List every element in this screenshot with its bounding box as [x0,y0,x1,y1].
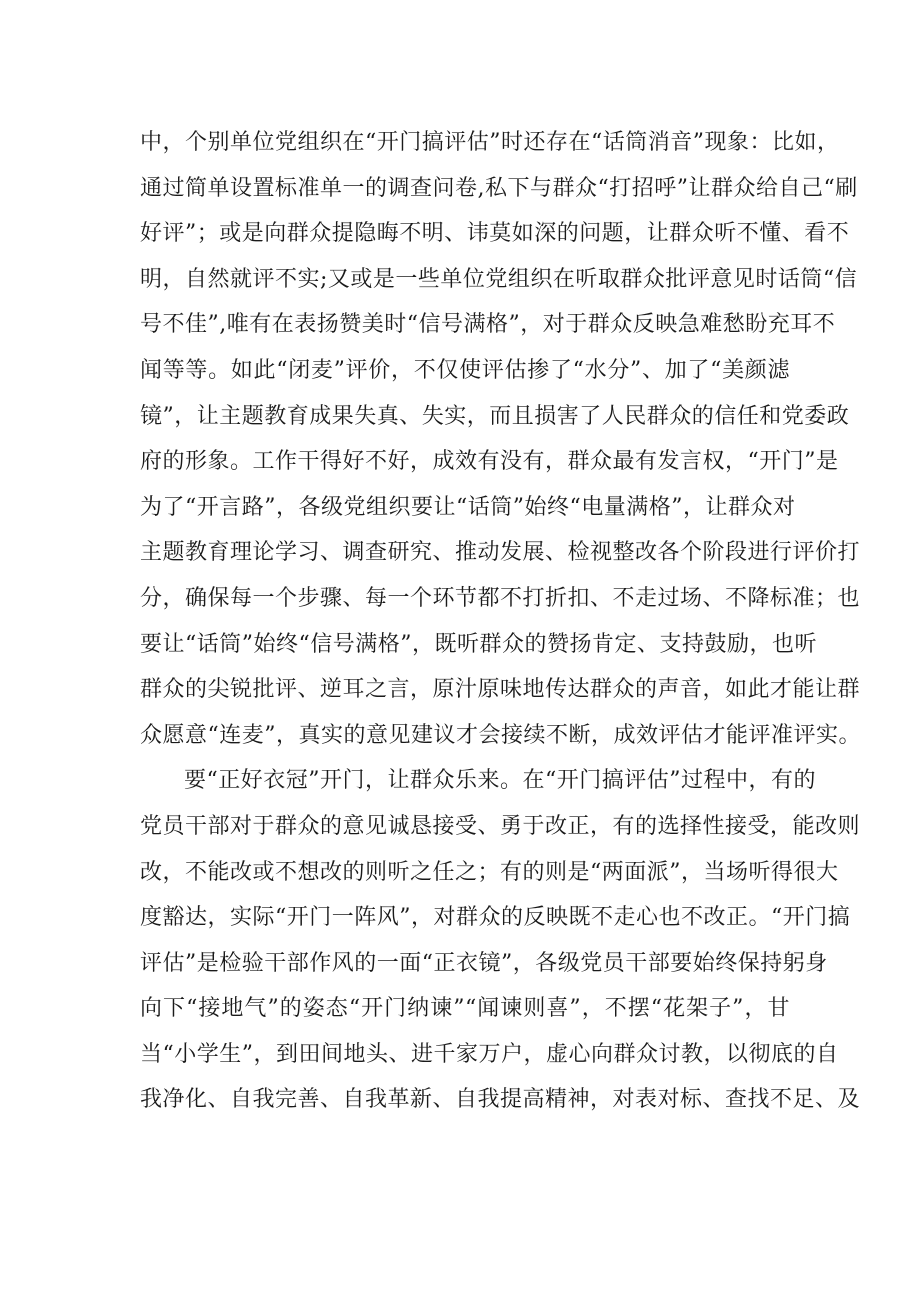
text-line: 为了“开言路”，各级党组织要让“话筒”始终“电量满格”，让群众对 [140,494,796,520]
text-line: 党员干部对于群众的意见诚恳接受、勇于改正，有的选择性接受，能改则 [140,813,861,839]
text-line: 通过简单设置标准单一的调查问卷,私下与群众“打招呼”让群众给自己“刷 [140,175,858,201]
text-line: 改，不能改或不想改的则听之任之；有的则是“两面派”，当场听得很大 [140,859,839,885]
text-line: 好评”；或是向群众提隐晦不明、讳莫如深的问题，让群众听不懂、看不 [140,221,850,247]
text-line: 要让“话筒”始终“信号满格”，既听群众的赞扬肯定、支持鼓励，也听 [140,631,817,657]
text-line: 主题教育理论学习、调查研究、推动发展、检视整改各个阶段进行评价打 [140,540,861,566]
text-line: 号不佳”,唯有在表扬赞美时“信号满格”，对于群众反映急难愁盼充耳不 [140,312,836,338]
text-line: 群众的尖锐批评、逆耳之言，原汁原味地传达群众的声音，如此才能让群 [140,677,861,703]
text-line: 闻等等。如此“闭麦”评价，不仅使评估掺了“水分”、加了“美颜滤 [140,357,790,383]
text-line: 府的形象。工作干得好不好，成效有没有，群众最有发言权，“开门”是 [140,449,839,475]
text-line: 镜”，让主题教育成果失真、失实，而且损害了人民群众的信任和党委政 [140,403,850,429]
text-line: 分，确保每一个步骤、每一个环节都不打折扣、不走过场、不降标准；也 [140,585,861,611]
text-line: 中，个别单位党组织在“开门搞评估”时还存在“话筒消音”现象：比如， [140,130,840,155]
text-line: 向下“接地气”的姿态“开门纳谏”“闻谏则喜”，不摆“花架子”，甘 [140,996,790,1022]
text-line: 当“小学生”，到田间地头、进千家万户，虚心向群众讨教，以彻底的自 [140,1041,839,1067]
document-body [140,120,861,1123]
paragraph-start-line: 要“正好衣冠”开门，让群众乐来。在“开门搞评估”过程中，有的 [184,768,816,794]
text-line: 评估”是检验干部作风的一面“正衣镜”，各级党员干部要始终保持躬身 [140,950,828,976]
text-line: 度豁达，实际“开门一阵风”，对群众的反映既不走心也不改正。“开门搞 [140,905,851,931]
paragraph-end-line: 众愿意“连麦”，真实的意见建议才会接续不断，成效评估才能评准评实。 [140,722,861,748]
text-line: 我净化、自我完善、自我革新、自我提高精神，对表对标、查找不足、及 [140,1087,861,1113]
text-line: 明，自然就评不实;又或是一些单位党组织在听取群众批评意见时话筒“信 [140,266,858,292]
